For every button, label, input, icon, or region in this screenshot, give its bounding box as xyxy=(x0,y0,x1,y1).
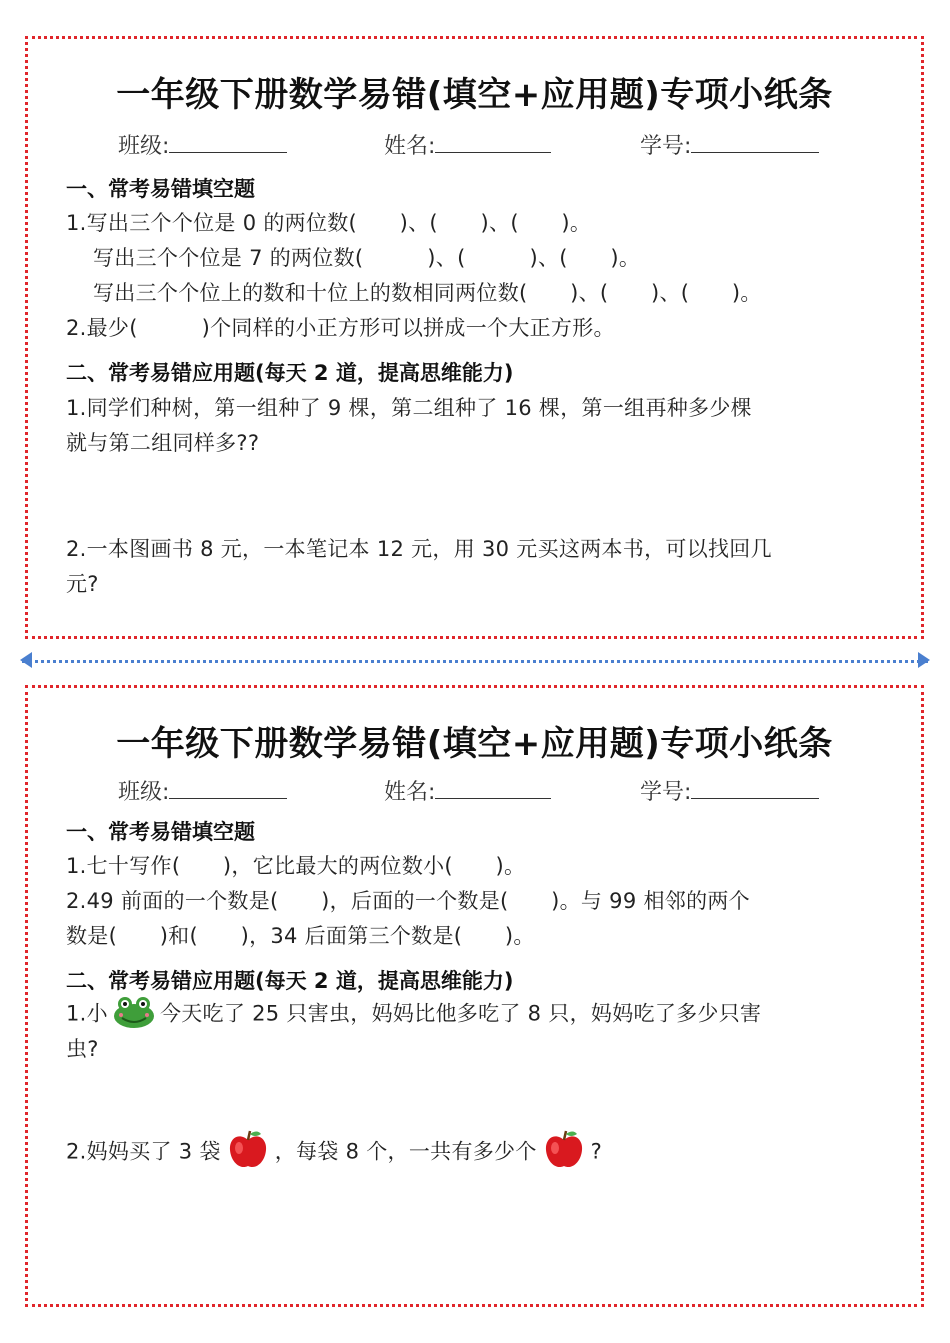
word-problem-line xyxy=(66,995,761,1034)
apple-icon xyxy=(543,1128,585,1177)
class-field xyxy=(118,775,287,806)
name-field xyxy=(384,129,551,160)
name-blank[interactable] xyxy=(435,778,551,799)
frog-icon xyxy=(112,995,156,1034)
word-problem-line: 1.同学们种树，第一组种了 9 棵，第二组种了 16 棵，第一组再种多少棵 xyxy=(66,396,752,420)
question-line: 数是( )和( )，34 后面第三个数是( )。 xyxy=(66,924,535,948)
worksheet-title: 一年级下册数学易错(填空+应用题)专项小纸条 xyxy=(116,75,833,115)
word-problem-line: 2.一本图画书 8 元，一本笔记本 12 元，用 30 元买这两本书，可以找回几 xyxy=(66,537,772,561)
word-problem-line: 虫? xyxy=(66,1037,99,1061)
worksheet-card-1 xyxy=(25,36,924,639)
question-line: 1.七十写作( )，它比最大的两位数小( )。 xyxy=(66,854,526,878)
word-problem-text: 2.妈妈买了 3 袋 xyxy=(66,1139,221,1164)
student-number-field xyxy=(640,129,819,160)
name-label: 姓名: xyxy=(384,134,436,159)
section-heading-word-problems: 二、常考易错应用题(每天 2 道，提高思维能力) xyxy=(66,361,514,385)
name-blank[interactable] xyxy=(435,132,551,153)
word-problem-line xyxy=(66,1128,602,1177)
word-problem-text: ? xyxy=(590,1139,603,1164)
student-number-label: 学号: xyxy=(640,134,692,159)
apple-icon xyxy=(227,1128,269,1177)
cut-line-divider xyxy=(22,660,928,663)
word-problem-text: 今天吃了 25 只害虫，妈妈比他多吃了 8 只，妈妈吃了多少只害 xyxy=(159,1001,762,1026)
section-heading-fill-in: 一、常考易错填空题 xyxy=(66,177,255,201)
name-field xyxy=(384,775,551,806)
word-problem-text: 1.小 xyxy=(66,1001,108,1026)
class-blank[interactable] xyxy=(169,132,287,153)
section-heading-fill-in: 一、常考易错填空题 xyxy=(66,820,255,844)
student-number-field xyxy=(640,775,819,806)
student-number-label: 学号: xyxy=(640,780,692,805)
section-heading-word-problems: 二、常考易错应用题(每天 2 道，提高思维能力) xyxy=(66,969,514,993)
worksheet-card-2 xyxy=(25,685,924,1307)
arrow-right-icon xyxy=(918,652,930,668)
word-problem-text: ，每袋 8 个，一共有多少个 xyxy=(274,1139,537,1164)
class-label: 班级: xyxy=(118,780,170,805)
question-line: 写出三个个位上的数和十位上的数相同两位数( )、( )、( )。 xyxy=(93,281,762,305)
question-line: 2.最少( )个同样的小正方形可以拼成一个大正方形。 xyxy=(66,316,615,340)
word-problem-line: 就与第二组同样多?? xyxy=(66,431,260,455)
question-line: 2.49 前面的一个数是( )，后面的一个数是( )。与 99 相邻的两个 xyxy=(66,889,750,913)
worksheet-title: 一年级下册数学易错(填空+应用题)专项小纸条 xyxy=(116,724,833,764)
student-number-blank[interactable] xyxy=(691,132,819,153)
name-label: 姓名: xyxy=(384,780,436,805)
word-problem-line: 元? xyxy=(66,572,99,596)
student-number-blank[interactable] xyxy=(691,778,819,799)
class-label: 班级: xyxy=(118,134,170,159)
question-line: 写出三个个位是 7 的两位数( )、( )、( )。 xyxy=(93,246,641,270)
class-blank[interactable] xyxy=(169,778,287,799)
class-field xyxy=(118,129,287,160)
arrow-left-icon xyxy=(20,652,32,668)
question-line: 1.写出三个个位是 0 的两位数( )、( )、( )。 xyxy=(66,211,592,235)
